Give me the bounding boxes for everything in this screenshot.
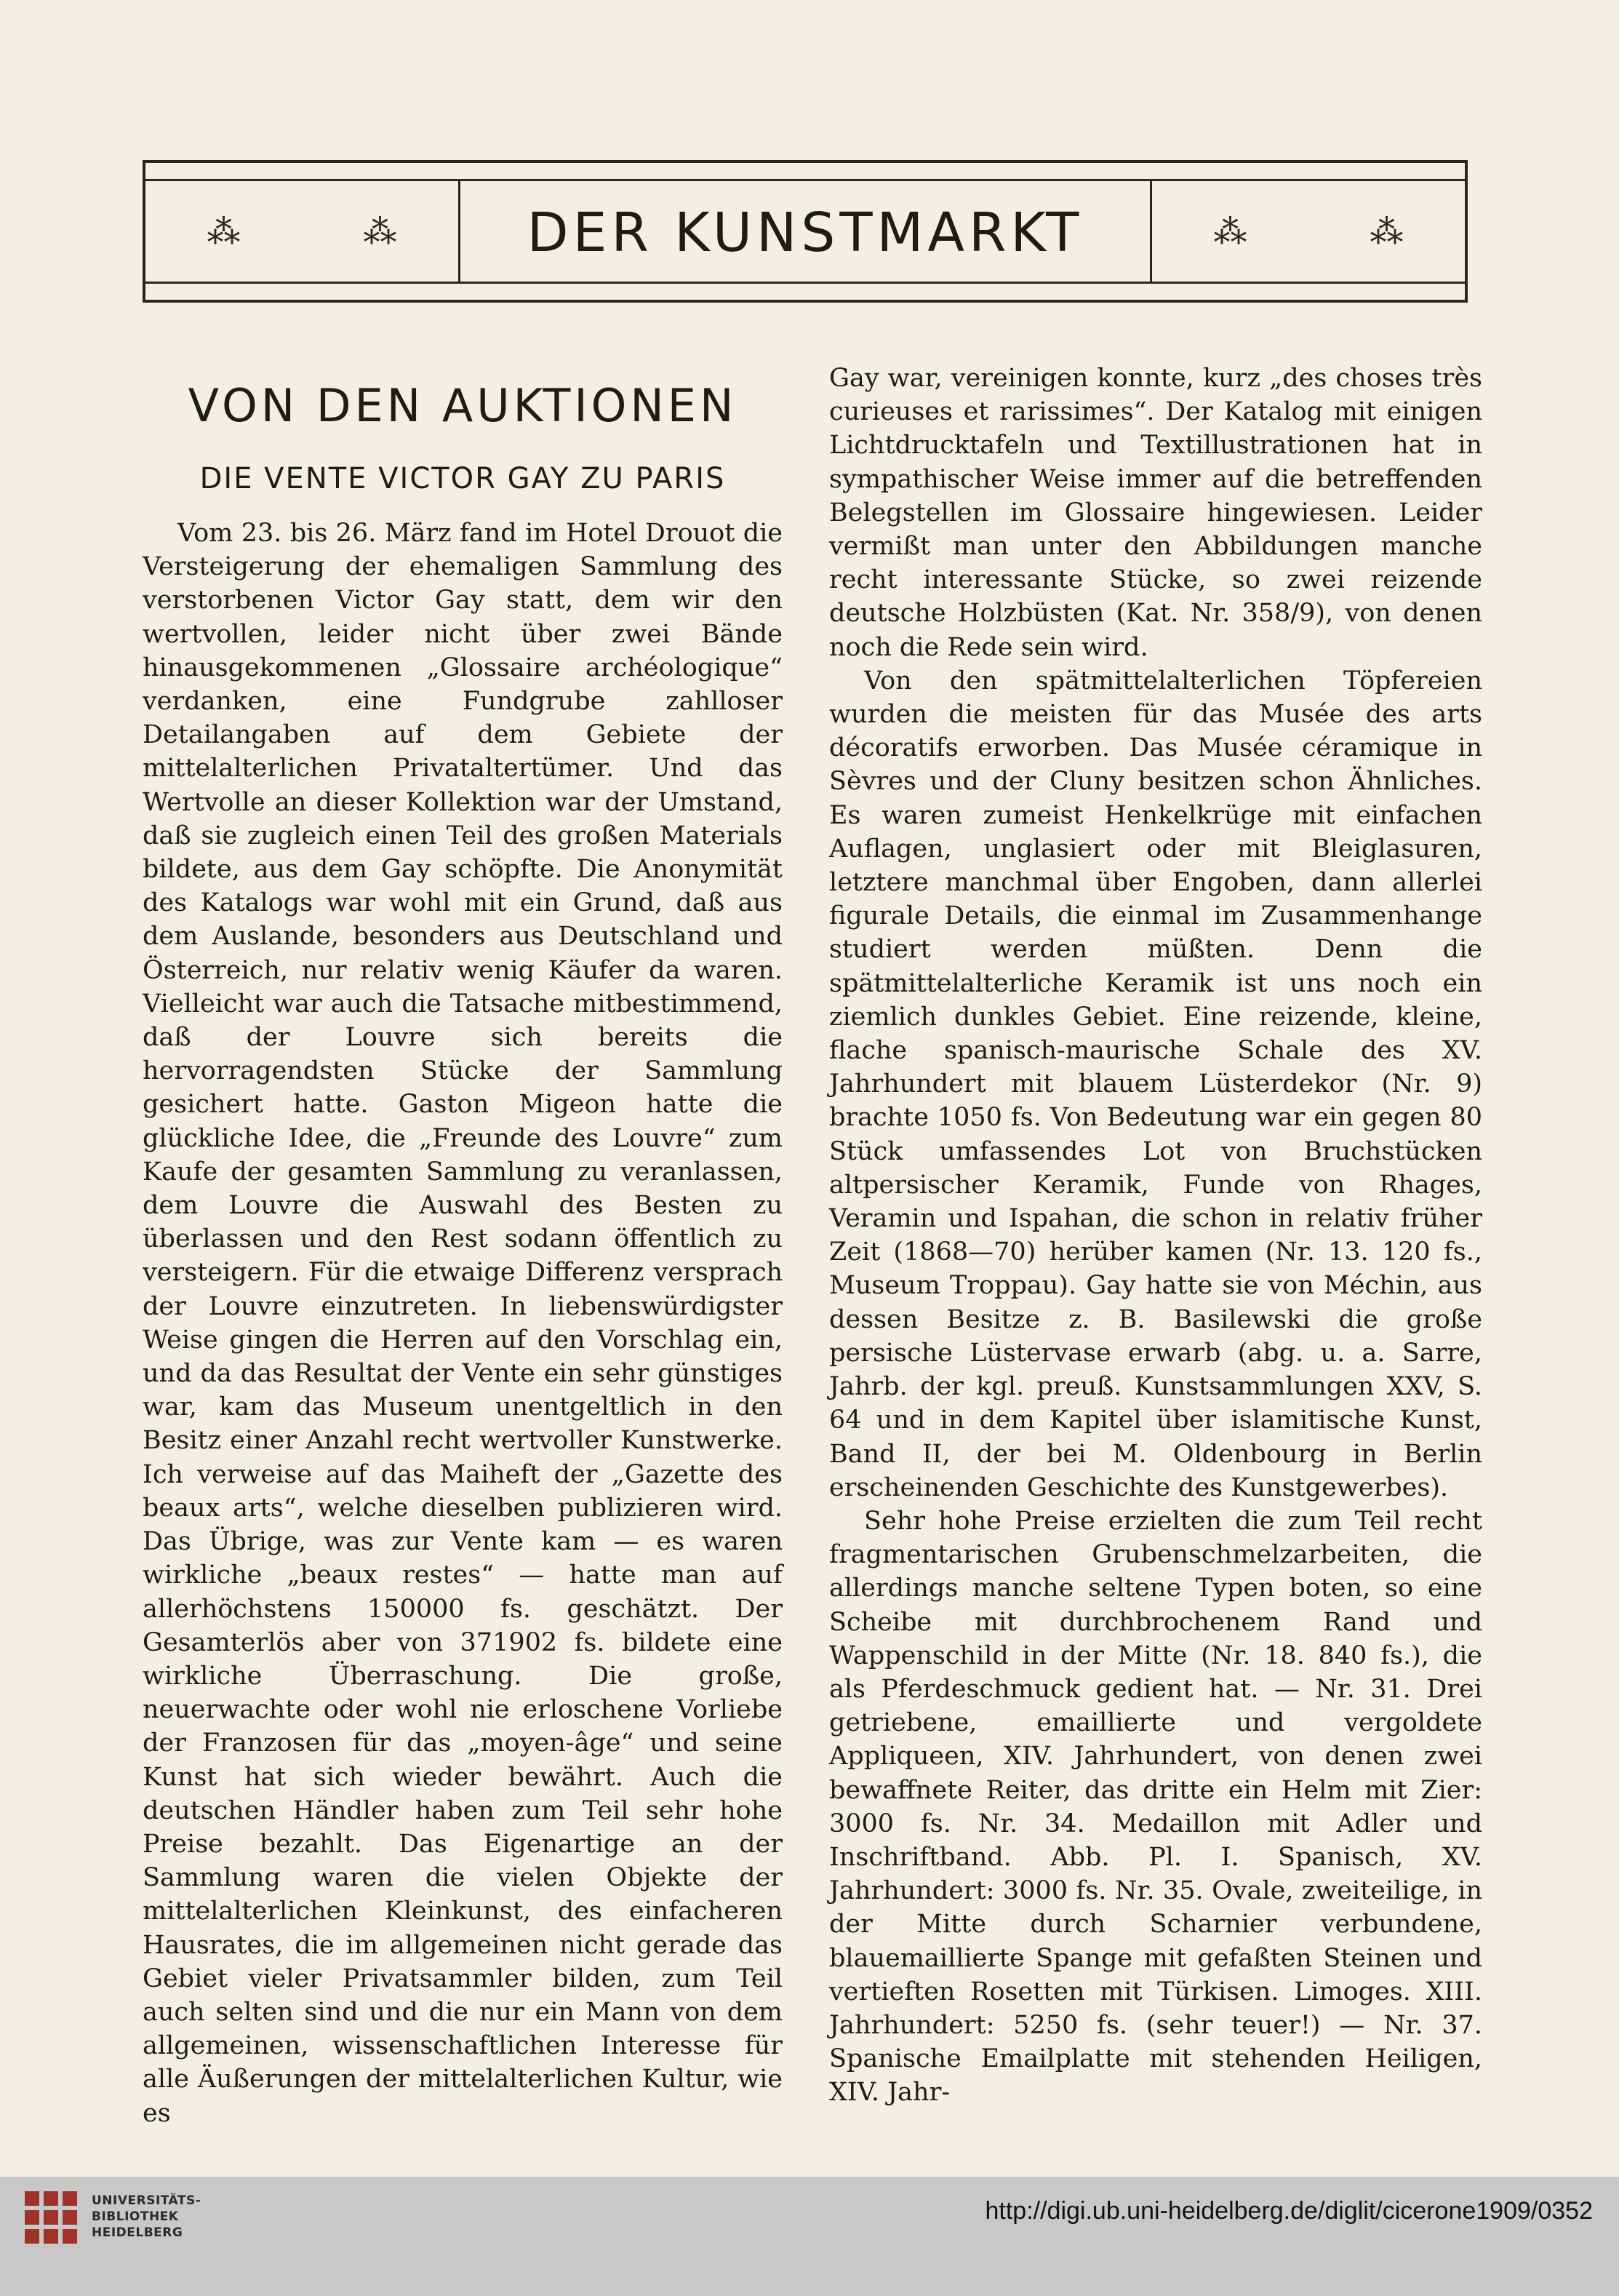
paragraph: Von den spätmittelalterlichen Töpfereien wurden die meisten für das Musée des arts décoratifs erworben. Das Musée céramique in Sèvres und der Cluny besitzen schon Ähnliches. Es waren zumeist Henkelkrüge mit einfachen Auflagen, unglasiert oder mit Bleiglasuren, letztere manchmal über Engoben, dann allerlei figurale Details, die einmal im Zusammenhange studiert werden müßten. Denn die spätmittelalterliche Keramik ist uns noch ein ziemlich dunkles Gebiet. Eine reizende, kleine, flache spanisch-maurische Schale des XV. Jahrhundert mit blauem Lüsterdekor (Nr. 9) brachte 1050 fs. Von Bedeutung war ein gegen 80 Stück umfassendes Lot von Bruchstücken altpersischer Keramik, Funde von Rhages, Veramin und Ispahan, die schon in relativ früher Zeit (1868—70) herüber kamen (Nr. 13. 120 fs., Museum Troppau). Gay hatte sie von Méchin, aus dessen Besitze z. B. Basilewski die große persische Lüstervase erwarb (abg. u. a. Sarre, Jahrb. der kgl. preuß. Kunstsammlungen XXV, S. 64 und in dem Kapitel über islamitische Kunst, Band II, der bei M. Oldenbourg in Berlin erscheinenden Geschichte des Kunstgewerbes). (829, 666, 1482, 1502)
ornament-icon: ⁂ (1370, 212, 1404, 251)
article-title: VON DEN AUKTIONEN (188, 379, 737, 432)
masthead-title: DER KUNSTMARKT (527, 202, 1084, 264)
ornament-icon: ⁂ (1213, 212, 1247, 251)
masthead-box (143, 160, 1468, 303)
ornament-icon: ⁂ (207, 212, 241, 251)
paragraph: Sehr hohe Preise erzielten die zum Teil recht fragmentarischen Grubenschmelzarbeiten, die allerdings manche seltene Typen boten, so eine Scheibe mit durchbrochenem Rand und Wappenschild in der Mitte (Nr. 18. 840 fs.), die als Pferdeschmuck gedient hat. — Nr. 31. Drei getriebene, emaillierte und vergoldete Appliqueen, XIV. Jahrhundert, von denen zwei bewaffnete Reiter, das dritte ein Helm mit Zier: 3000 fs. Nr. 34. Medaillon mit Adler und Inschriftband. Abb. Pl. I. Spanisch, XV. Jahrhundert: 3000 fs. Nr. 35. Ovale, zweiteilige, in der Mitte durch Scharnier verbundene, blauemaillierte Spange mit gefaßten Steinen und vertieften Rosetten mit Türkisen. Limoges. XIII. Jahrhundert: 5250 fs. (sehr teuer!) — Nr. 37. Spanische Emailplatte mit stehenden Heiligen, XIV. Jahr- (829, 1506, 1482, 2108)
footer-bar (0, 2177, 1619, 2296)
ornament-icon: ⁂ (363, 212, 397, 251)
masthead-left-ornaments (145, 181, 458, 282)
library-name-line: UNIVERSITÄTS- (92, 2193, 201, 2208)
right-column (829, 362, 1482, 2110)
article-subtitle: DIE VENTE VICTOR GAY ZU PARIS (199, 462, 726, 495)
library-name-line: HEIDELBERG (92, 2225, 183, 2240)
paragraph: Vom 23. bis 26. März fand im Hotel Drouot die Versteigerung der ehemaligen Sammlung des verstorbenen Victor Gay statt, dem wir den wertvollen, leider nicht über zwei Bände hinausgekommenen „Glossaire archéologique“ verdanken, eine Fundgrube zahlloser Detailangaben auf dem Gebiete der mittelalterlichen Privataltertümer. Und das Wertvolle an dieser Kollektion war der Umstand, daß sie zugleich einen Teil des großen Materials bildete, aus dem Gay schöpfte. Die Anonymität des Katalogs war wohl mit ein Grund, daß aus dem Auslande, besonders aus Deutschland und Österreich, nur relativ wenig Käufer da waren. Vielleicht war auch die Tatsache mitbestimmend, daß der Louvre sich bereits die hervorragendsten Stücke der Sammlung gesichert hatte. Gaston Migeon hatte die glückliche Idee, die „Freunde des Louvre“ zum Kaufe der gesamten Sammlung zu veranlassen, dem Louvre die Auswahl des Besten zu überlassen und den Rest sodann öffentlich zu versteigern. Für die etwaige Differenz versprach der Louvre einzutreten. In liebenswürdigster Weise gingen die Herren auf den Vorschlag ein, und da das Resultat der Vente ein sehr günstiges war, kam das Museum unentgeltlich in den Besitz einer Anzahl recht wertvoller Kunstwerke. Ich verweise auf das Maiheft der „Gazette des beaux arts“, welche dieselben publizieren wird. Das Übrige, was zur Vente kam — es waren wirkliche „beaux restes“ — hatte man auf allerhöchstens 150000 fs. geschätzt. Der Gesamterlös aber von 371902 fs. bildete eine wirkliche Überraschung. Die große, neuerwachte oder wohl nie erloschene Vorliebe der Franzosen für das „moyen-âge“ und seine Kunst hat sich wieder bewährt. Auch die deutschen Händler haben zum Teil sehr hohe Preise bezahlt. Das Eigenartige an der Sammlung waren die vielen Objekte der mittelalterlichen Kleinkunst, des einfacheren Hausrates, die im allgemeinen nicht gerade das Gebiet vieler Privatsammler bilden, zum Teil auch selten sind und die nur ein Mann von dem allgemeinen, wissenschaftlichen Interesse für alle Äußerungen der mittelalterlichen Kultur, wie es (143, 519, 783, 2128)
masthead-right-ornaments (1152, 181, 1465, 282)
library-name (92, 2193, 201, 2241)
paragraph: Gay war, vereinigen konnte, kurz „des choses très curieuses et rarissimes“. Der Katalog mit einigen Lichtdrucktafeln und Textillustrationen hat in sympathischer Weise immer auf die betreffenden Belegstellen im Glossaire hingewiesen. Leider vermißt man unter den Abbildungen manche recht interessante Stücke, so zwei reizende deutsche Holzbüsten (Kat. Nr. 358/9), von denen noch die Rede sein wird. (829, 364, 1482, 662)
masthead-inner (145, 179, 1465, 284)
masthead-title-cell (458, 181, 1152, 282)
library-logo-icon (22, 2188, 80, 2247)
source-url[interactable]: http://digi.ub.uni-heidelberg.de/diglit/cicerone1909/0352 (985, 2197, 1593, 2225)
library-name-line: BIBLIOTHEK (92, 2209, 179, 2224)
left-column (143, 356, 783, 2130)
